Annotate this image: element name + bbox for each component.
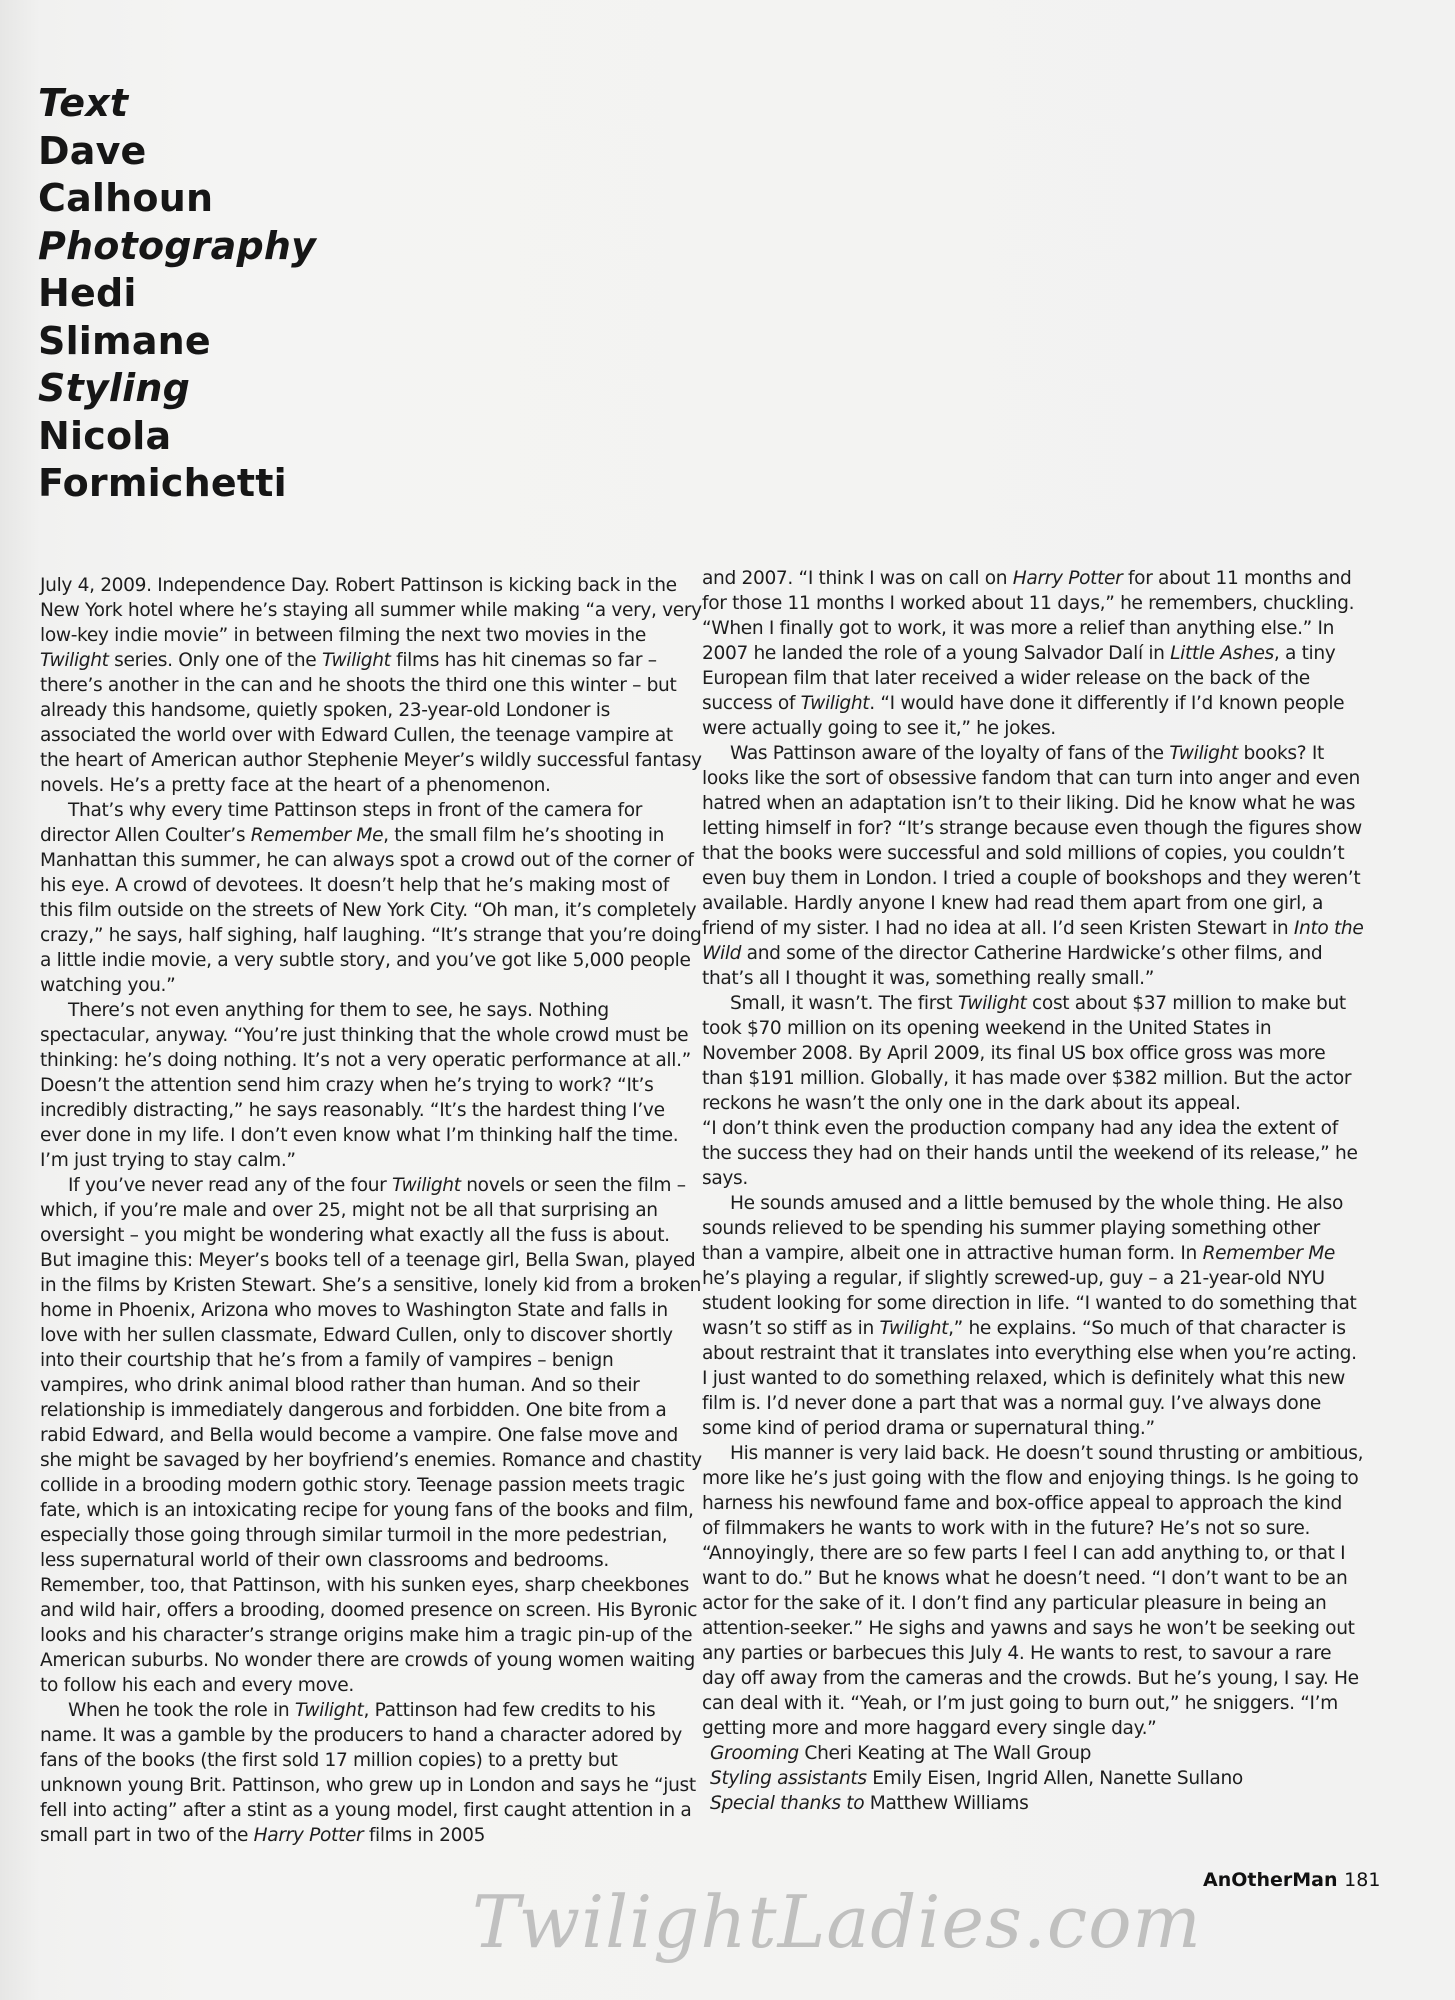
magazine-name: AnOtherMan <box>1203 1869 1338 1891</box>
watermark-logo: TwilightLadies.com <box>472 1880 1202 1964</box>
article-paragraph: When he took the role in Twilight, Pattinson had few credits to his name. It was a gamble by the producers to hand a character adored by fans of the books (the first sold 17 million copies) to a pretty but unknown young Brit. Pattinson, who grew up in London and says he “just fell into acting” after a stint as a young model, first caught attention in a small part in two of the Harry Potter films in 2005 <box>40 1700 696 1846</box>
article-paragraph: “I don’t think even the production company had any idea the extent of the success they had on their hands until the weekend of its release,” he says. <box>702 1118 1358 1189</box>
credit-name: Calhoun <box>38 176 214 220</box>
page-number: 181 <box>1344 1869 1381 1891</box>
article-paragraph: If you’ve never read any of the four Twilight novels or seen the film – which, if you’re male and over 25, might not be all that surprising an oversight – you might be wondering what exactly all the fuss is about. But imagine this: Meyer’s books tell of a teenage girl, Bella Swan, played in the films by Kristen Stewart. She’s a sensitive, lonely kid from a broken home in Phoenix, Arizona who moves to Washington State and falls in love with her sullen classmate, Edward Cullen, only to discover shortly into their courtship that he’s from a family of vampires – benign vampires, who drink animal blood rather than human. And so their relationship is immediately dangerous and forbidden. One bite from a rabid Edward, and Bella would become a vampire. One false move and she might be savaged by her boyfriend’s enemies. Romance and chastity collide in a brooding modern gothic story. Teenage passion meets tragic fate, which is an intoxicating recipe for young fans of the books and film, especially those going through similar turmoil in the more pedestrian, less supernatural world of their own classrooms and bedrooms. Remember, too, that Pattinson, with his sunken eyes, sharp cheekbones and wild hair, offers a brooding, doomed presence on screen. His Byronic looks and his character’s strange origins make him a tragic pin-up of the American suburbs. No wonder there are crowds of young women waiting to follow his each and every move. <box>40 1175 702 1696</box>
credit-name: Dave <box>38 128 147 173</box>
credit-name: Slimane <box>38 318 211 363</box>
credit-role: Photography <box>38 223 317 268</box>
article-column-left <box>40 573 702 1848</box>
contributor-credit: Grooming Cheri Keating at The Wall Group <box>710 1743 1092 1764</box>
contributor-credit: Styling assistants Emily Eisen, Ingrid Allen, Nanette Sullano <box>710 1768 1243 1789</box>
article-paragraph: That’s why every time Pattinson steps in front of the camera for director Allen Coulter’s Remember Me, the small film he’s shooting in Manhattan this summer, he can always spot a crowd out of the corner of his eye. A crowd of devotees. It doesn’t help that he’s making most of this film outside on the streets of New York City. “Oh man, it’s completely crazy,” he says, half sighing, half laughing. “It’s strange that you’re doing a little indie movie, a very subtle story, and you’ve got like 5,000 people watching you.” <box>40 800 702 996</box>
contributor-credit: Special thanks to Matthew Williams <box>710 1793 1029 1814</box>
byline-credits <box>38 80 316 508</box>
article-paragraph: July 4, 2009. Independence Day. Robert Pattinson is kicking back in the New York hotel where he’s staying all summer while making “a very, very low-key indie movie” in between filming the next two movies in the Twilight series. Only one of the Twilight films has hit cinemas so far – there’s another in the can and he shoots the third one this winter – but already this handsome, quietly spoken, 23-year-old Londoner is associated the world over with Edward Cullen, the teenage vampire at the heart of American author Stephenie Meyer’s wildly successful fantasy novels. He’s a pretty face at the heart of a phenomenon. <box>40 575 702 796</box>
credit-role: Text <box>38 81 129 125</box>
article-paragraph: He sounds amused and a little bemused by the whole thing. He also sounds relieved to be spending his summer playing something other than a vampire, albeit one in attractive human form. In Remember Me he’s playing a regular, if slightly screwed-up, guy – a 21-year-old NYU student looking for some direction in life. “I wanted to do something that wasn’t so stiff as in Twilight,” he explains. “So much of that character is about restraint that it translates into everything else when you’re acting. I just wanted to do something relaxed, which is definitely what this new film is. I’d never done a part that was a normal guy. I’ve always done some kind of period drama or supernatural thing.” <box>702 1193 1357 1439</box>
article-paragraph: There’s not even anything for them to see, he says. Nothing spectacular, anyway. “You’re just thinking that the whole crowd must be thinking: he’s doing nothing. It’s not a very operatic performance at all.” Doesn’t the attention send him crazy when he’s trying to work? “It’s incredibly distracting,” he says reasonably. “It’s the hardest thing I’ve ever done in my life. I don’t even know what I’m thinking half the time. I’m just trying to stay calm.” <box>40 1000 691 1171</box>
credit-name: Nicola <box>38 413 172 458</box>
article-paragraph: Small, it wasn’t. The first Twilight cost about $37 million to make but took $70 million on its opening weekend in the United States in November 2008. By April 2009, its final US box office gross was more than $191 million. Globally, it has made over $382 million. But the actor reckons he wasn’t the only one in the dark about its appeal. <box>702 993 1352 1114</box>
credit-role: Styling <box>38 366 191 410</box>
credit-name: Formichetti <box>38 461 287 505</box>
article-paragraph: His manner is very laid back. He doesn’t sound thrusting or ambitious, more like he’s just going with the flow and enjoying things. Is he going to harness his newfound fame and box-office appeal to approach the kind of filmmakers he wants to work with in the future? He’s not so sure. “Annoyingly, there are so few parts I feel I can add anything to, or that I want to do.” But he knows what he doesn’t need. “I don’t want to be an actor for the sake of it. I don’t find any particular pleasure in being an attention-seeker.” He sighs and yawns and says he won’t be seeking out any parties or barbecues this July 4. He wants to rest, to savour a rare day off away from the cameras and the crowds. But he’s young, I say. He can deal with it. “Yeah, or I’m just going to burn out,” he sniggers. “I’m getting more and more haggard every single day.” <box>702 1443 1364 1739</box>
article-paragraph: and 2007. “I think I was on call on Harry Potter for about 11 months and for those 11 months I worked about 11 days,” he remembers, chuckling. “When I finally got to work, it was more a relief than anything else.” In 2007 he landed the role of a young Salvador Dalí in Little Ashes, a tiny European film that later received a wider release on the back of the success of Twilight. “I would have done it differently if I’d known people were actually going to see it,” he jokes. <box>702 568 1355 739</box>
page-footer <box>1203 1869 1380 1891</box>
credit-name: Hedi <box>38 271 137 315</box>
article-paragraph: Was Pattinson aware of the loyalty of fans of the Twilight books? It looks like the sort of obsessive fandom that can turn into anger and even hatred when an adaptation isn’t to their liking. Did he know what he was letting himself in for? “It’s strange because even though the figures show that the books were successful and sold millions of copies, you couldn’t even buy them in London. I tried a couple of bookshops and they weren’t available. Hardly anyone I knew had read them apart from one girl, a friend of my sister. I had no idea at all. I’d seen Kristen Stewart in Into the Wild and some of the director Catherine Hardwicke’s other films, and that’s all I thought it was, something really small.” <box>702 743 1364 989</box>
article-column-right <box>702 566 1364 1816</box>
